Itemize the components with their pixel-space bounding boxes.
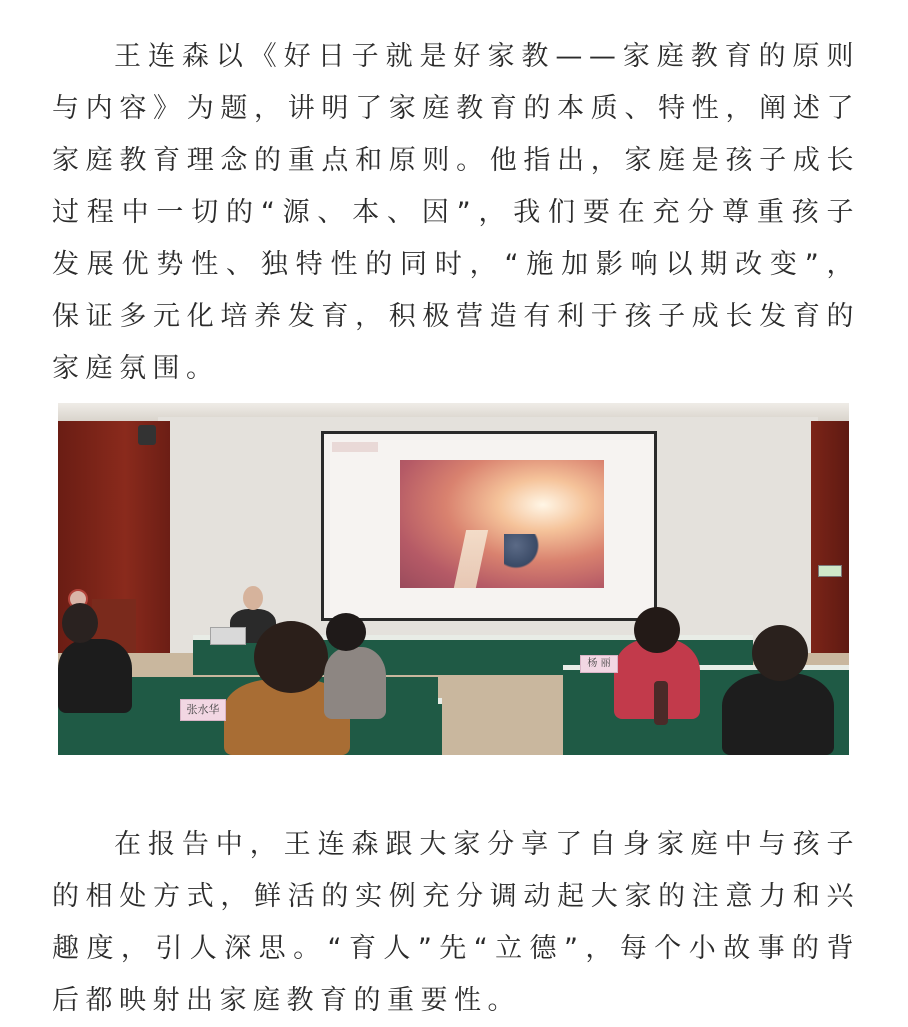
nameplate-right	[580, 655, 618, 673]
nameplate-right-label: 杨 丽	[587, 658, 611, 669]
audience-left-head	[62, 603, 98, 643]
nameplate-left-label: 张水华	[186, 703, 220, 716]
audience-left	[58, 639, 132, 713]
wall-panel-right	[811, 421, 849, 671]
slide	[324, 434, 654, 618]
slide-photo	[400, 460, 604, 588]
projection-screen	[321, 431, 657, 621]
audience-center-gray-head	[326, 613, 366, 651]
slide-road	[454, 530, 488, 588]
audience-right-black	[722, 673, 834, 755]
audience-right-black-head	[752, 625, 808, 681]
audience-center-brown-head	[254, 621, 328, 693]
article-paragraph-1: 王连森以《好日子就是好家教——家庭教育的原则与内容》为题，讲明了家庭教育的本质、特性，阐述了家庭教育理念的重点和原则。他指出，家庭是孩子成长过程中一切的“源、本、因”，我们要在充分尊重孩子发展优势性、独特性的同时，“施加影响以期改变”，保证多元化培养发育，积极营造有利于孩子成长发育的家庭氛围。	[52, 41, 860, 384]
nameplate-left	[180, 699, 226, 721]
slide-child	[504, 534, 544, 572]
thermos	[654, 681, 668, 725]
camera-icon	[138, 425, 156, 445]
laptop	[210, 627, 246, 645]
audience-center-gray	[324, 647, 386, 719]
exit-sign	[818, 565, 842, 577]
slide-header-mark	[332, 442, 378, 452]
speaker-head	[243, 586, 263, 610]
lecture-photo	[58, 403, 849, 755]
article-paragraph-2: 在报告中，王连森跟大家分享了自身家庭中与孩子的相处方式，鲜活的实例充分调动起大家的注意力和兴趣度，引人深思。“育人”先“立德”，每个小故事的背后都映射出家庭教育的重要性。	[52, 829, 860, 1016]
audience-right-red-head	[634, 607, 680, 653]
